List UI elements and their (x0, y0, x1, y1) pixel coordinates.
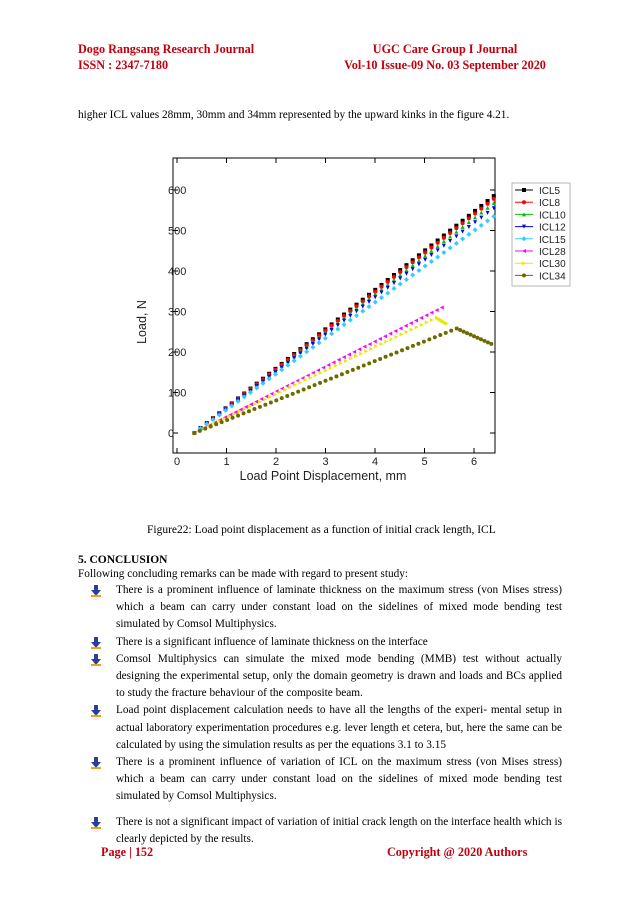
data-point (285, 394, 289, 398)
data-point (279, 367, 284, 372)
data-point (411, 267, 415, 271)
data-point (302, 387, 306, 391)
data-point (479, 211, 483, 215)
data-point (448, 235, 452, 239)
data-point (440, 305, 444, 309)
figure-caption: Figure22: Load point displacement as a function of initial crack length, ICL (147, 524, 496, 536)
data-point (420, 323, 424, 327)
data-point (388, 332, 392, 336)
data-point (404, 268, 408, 272)
data-point (423, 263, 428, 268)
data-point (465, 331, 469, 335)
data-point (522, 273, 526, 277)
data-point (395, 350, 399, 354)
data-point (349, 356, 353, 360)
data-point (442, 239, 446, 243)
data-point (427, 337, 431, 341)
data-point (379, 342, 383, 346)
data-point (283, 388, 287, 392)
data-point (352, 350, 356, 354)
data-point (373, 359, 377, 363)
data-point (410, 273, 415, 278)
data-point (405, 346, 409, 350)
section-heading: 5. CONCLUSION (78, 554, 168, 566)
data-point (329, 377, 333, 381)
data-point (280, 396, 284, 400)
data-point (438, 333, 442, 337)
data-point (433, 335, 437, 339)
data-point (303, 378, 307, 382)
data-point (386, 286, 390, 290)
y-tick-label: 400 (168, 266, 187, 278)
data-point (389, 353, 393, 357)
data-point (460, 236, 465, 241)
data-point (522, 188, 526, 192)
data-point (329, 366, 333, 370)
data-point (263, 397, 267, 401)
data-point (411, 344, 415, 348)
data-point (291, 392, 295, 396)
copyright-notice: Copyright @ 2020 Authors (387, 845, 528, 859)
conclusion-item (90, 814, 562, 848)
data-point (192, 431, 196, 435)
data-point (293, 383, 297, 387)
data-point (462, 330, 466, 334)
data-point (394, 335, 398, 339)
data-point (486, 206, 490, 210)
data-point (367, 300, 371, 304)
data-point (436, 248, 440, 252)
data-point (369, 347, 373, 351)
conclusion-item (90, 582, 562, 634)
data-point (270, 392, 274, 396)
data-point (461, 230, 465, 234)
legend-label: ICL15 (539, 234, 566, 246)
data-point (334, 364, 338, 368)
data-point (448, 239, 452, 243)
data-point (442, 244, 446, 248)
conclusion-list (90, 582, 562, 848)
data-point (265, 394, 269, 398)
legend-label: ICL10 (539, 210, 566, 222)
data-point (485, 218, 490, 223)
data-point (275, 389, 279, 393)
data-point (423, 258, 427, 262)
data-point (393, 329, 397, 333)
data-point (479, 207, 483, 211)
data-point (430, 311, 434, 315)
data-point (436, 244, 440, 248)
data-point (342, 322, 347, 327)
data-point (273, 393, 277, 397)
plot-frame (173, 158, 495, 453)
data-point (522, 200, 526, 204)
x-axis-label: Load Point Displacement, mm (239, 469, 407, 483)
data-point (209, 424, 213, 428)
x-tick-label: 5 (421, 456, 428, 468)
y-tick-label: 300 (168, 306, 187, 319)
data-point (482, 339, 486, 343)
data-point (461, 221, 465, 225)
data-point (326, 363, 330, 367)
x-tick-label: 4 (371, 456, 379, 468)
data-point (454, 234, 458, 238)
data-point (449, 329, 453, 333)
data-point (417, 262, 421, 266)
data-point (423, 254, 427, 258)
data-point (361, 305, 365, 309)
data-point (373, 300, 378, 305)
data-point (292, 358, 297, 363)
arrow-down-bullet-icon (90, 654, 102, 666)
intro-paragraph: higher ICL values 28mm, 30mm and 34mm represented by the upward kinks in the figure 4.21. (78, 109, 510, 121)
data-point (489, 342, 493, 346)
data-point (274, 398, 278, 402)
data-point (364, 349, 368, 353)
data-point (304, 349, 309, 354)
data-point (259, 397, 263, 401)
data-point (417, 258, 421, 262)
data-point (430, 318, 434, 322)
y-tick-label: 500 (168, 225, 187, 238)
data-point (296, 390, 300, 394)
data-point (347, 353, 351, 357)
data-point (329, 331, 334, 336)
data-point (351, 368, 355, 372)
x-tick-label: 2 (272, 456, 280, 468)
data-point (383, 334, 387, 338)
data-point (203, 427, 207, 431)
data-point (285, 363, 290, 368)
data-point (472, 334, 476, 338)
data-point (467, 220, 471, 224)
data-point (467, 225, 471, 229)
conclusion-item (90, 651, 562, 703)
arrow-down-bullet-icon (90, 817, 102, 829)
data-point (198, 429, 202, 433)
data-point (454, 241, 459, 246)
arrow-down-bullet-icon (90, 585, 102, 597)
y-tick-label: 200 (168, 347, 187, 359)
data-point (258, 400, 262, 404)
data-point (362, 364, 366, 368)
data-point (214, 422, 218, 426)
data-point (324, 368, 328, 372)
data-point (340, 372, 344, 376)
data-point (429, 253, 433, 257)
data-point (400, 332, 404, 336)
data-point (367, 304, 372, 309)
data-point (253, 402, 257, 406)
arrow-down-bullet-icon (90, 637, 102, 649)
conclusion-text: There is not a significant impact of variation of initial crack length on the interface health which is clearly depicted by the results. (116, 815, 562, 845)
data-point (385, 291, 390, 296)
data-point (486, 211, 490, 215)
data-point (410, 328, 414, 332)
data-point (337, 358, 341, 362)
data-point (379, 295, 384, 300)
journal-name: Dogo Rangsang Research Journal (78, 42, 255, 56)
legend-label: ICL30 (539, 259, 566, 271)
data-point (389, 337, 393, 341)
data-point (313, 383, 317, 387)
data-point (236, 414, 240, 418)
conclusion-text: Comsol Multiphysics can simulate the mixed mode bending (MMB) test without actually designing the experimental setup, only the domain geometry is drawn and loads and BCs applied to study the fracture behaviour of the composite beam. (116, 652, 562, 700)
data-point (319, 371, 323, 375)
data-point (404, 324, 408, 328)
data-point (356, 366, 360, 370)
data-point (422, 340, 426, 344)
data-point (491, 214, 496, 219)
data-point (354, 313, 359, 318)
data-point (467, 216, 471, 220)
data-point (309, 376, 313, 380)
data-point (348, 318, 353, 323)
section-intro: Following concluding remarks can be made with regard to present study: (78, 568, 409, 580)
data-point (317, 340, 322, 345)
data-point (415, 325, 419, 329)
data-point (473, 227, 478, 232)
data-point (263, 403, 267, 407)
data-point (323, 336, 328, 341)
data-point (378, 357, 382, 361)
data-point (225, 418, 229, 422)
data-point (419, 316, 423, 320)
data-point (231, 416, 235, 420)
data-point (444, 331, 448, 335)
data-point (348, 314, 352, 318)
legend-label: ICL12 (539, 222, 566, 234)
data-point (373, 295, 377, 299)
conclusion-item (90, 634, 562, 651)
data-point (378, 337, 382, 341)
data-point (425, 320, 429, 324)
data-point (441, 250, 446, 255)
data-point (342, 355, 346, 359)
x-tick-label: 6 (470, 456, 478, 468)
data-point (379, 291, 383, 295)
data-point (411, 263, 415, 267)
page-number: Page | 152 (101, 845, 154, 859)
legend-label: ICL34 (539, 271, 566, 283)
data-point (342, 319, 346, 323)
data-point (373, 339, 377, 343)
data-point (475, 336, 479, 340)
data-point (429, 259, 434, 264)
data-point (374, 344, 378, 348)
data-point (368, 342, 372, 346)
data-point (448, 231, 452, 235)
data-point (416, 268, 421, 273)
data-point (448, 245, 453, 250)
data-point (355, 309, 359, 313)
data-point (298, 354, 303, 359)
data-point (269, 401, 273, 405)
data-point (339, 361, 343, 365)
data-point (248, 390, 253, 395)
data-point (486, 202, 490, 206)
data-point (384, 340, 388, 344)
data-point (445, 322, 449, 326)
data-point (260, 381, 265, 386)
data-point (278, 390, 282, 394)
data-point (424, 313, 428, 317)
data-point (268, 395, 272, 399)
data-point (454, 226, 458, 230)
data-point (398, 282, 403, 287)
data-point (473, 215, 477, 219)
data-point (357, 347, 361, 351)
data-point (334, 374, 338, 378)
data-point (392, 281, 396, 285)
data-point (435, 254, 440, 259)
data-point (399, 326, 403, 330)
data-point (254, 385, 259, 390)
data-point (354, 354, 358, 358)
data-point (414, 319, 418, 323)
data-point (318, 381, 322, 385)
data-point (367, 361, 371, 365)
data-point (458, 328, 462, 332)
journal-volume: Vol-10 Issue-09 No. 03 September 2020 (344, 58, 546, 72)
data-point (220, 420, 224, 424)
legend-label: ICL28 (539, 247, 566, 258)
legend-label: ICL8 (539, 198, 561, 210)
data-point (324, 379, 328, 383)
data-point (252, 407, 256, 411)
data-point (288, 385, 292, 389)
x-tick-label: 3 (322, 456, 329, 468)
y-tick-label: 600 (168, 185, 187, 197)
data-point (310, 345, 315, 350)
x-tick-label: 1 (223, 456, 230, 468)
data-point (469, 333, 473, 337)
data-point (344, 359, 348, 363)
data-point (405, 330, 409, 334)
data-point (416, 342, 420, 346)
data-point (242, 411, 246, 415)
data-point (400, 348, 404, 352)
x-tick-label: 0 (173, 456, 181, 468)
data-point (473, 220, 477, 224)
data-point (473, 212, 477, 216)
data-point (455, 327, 459, 331)
data-point (247, 409, 251, 413)
conclusion-text: There is a prominent influence of laminate thickness on the maximum stress (von Mises stress) which a beam can carry under constant load on the sidelines of mixed mode bending test simulated by Comsol Multiphysics. (116, 584, 562, 631)
data-point (492, 197, 496, 201)
conclusion-item (90, 754, 562, 806)
conclusion-text: There is a prominent influence of variation of ICL on the maximum stress (von Mises stress) which a beam can carry under constant load on the sidelines of mixed mode bending test simulated by Comsol Multiphysics. (116, 756, 562, 803)
data-point (404, 272, 408, 276)
data-point (258, 405, 262, 409)
arrow-down-bullet-icon (90, 757, 102, 769)
data-point (404, 277, 409, 282)
data-point (409, 321, 413, 325)
conclusion-item (90, 702, 562, 754)
data-point (359, 352, 363, 356)
legend-label: ICL5 (539, 186, 561, 197)
data-point (384, 355, 388, 359)
data-point (314, 373, 318, 377)
data-point (332, 360, 336, 364)
y-tick-label: 100 (168, 387, 187, 400)
data-point (479, 337, 483, 341)
data-point (454, 230, 458, 234)
data-point (398, 276, 402, 280)
data-point (486, 340, 490, 344)
conclusion-text: There is a significant influence of laminate thickness on the interface (116, 635, 428, 648)
data-point (335, 327, 340, 332)
data-point (345, 370, 349, 374)
data-point (466, 232, 471, 237)
conclusion-text: Load point displacement calculation needs to have all the lengths of the experi- mental setup in actual laboratory experimentation procedures e.g. lever length et cetera, but, here the same can be calculated by using the simulation results as per the equations 3.1 to 3.15 (116, 704, 562, 751)
data-point (429, 249, 433, 253)
data-point (254, 400, 258, 404)
data-point (435, 308, 439, 312)
data-point (298, 381, 302, 385)
y-tick-label: 0 (168, 428, 175, 440)
data-point (461, 225, 465, 229)
data-point (479, 223, 484, 228)
journal-issn: ISSN : 2347-7180 (78, 58, 169, 72)
y-axis-label: Load, N (135, 300, 149, 344)
journal-group: UGC Care Group I Journal (372, 42, 518, 56)
data-point (479, 216, 483, 220)
data-point (391, 286, 396, 291)
data-point (362, 345, 366, 349)
arrow-down-bullet-icon (90, 705, 102, 717)
data-point (360, 309, 365, 314)
data-point (307, 385, 311, 389)
